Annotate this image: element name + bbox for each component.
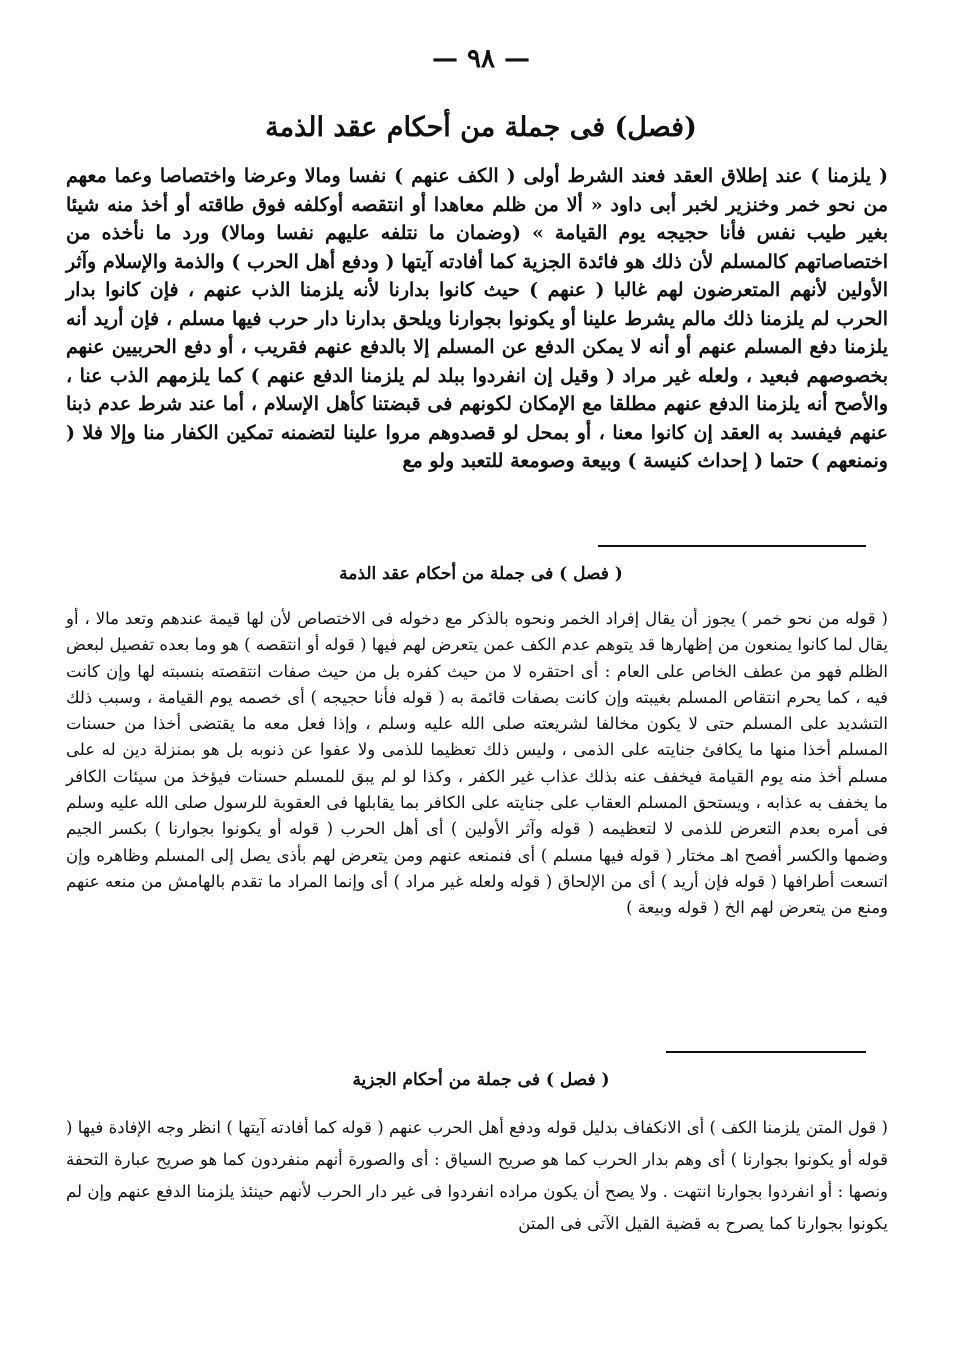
separator-rule <box>598 545 866 547</box>
commentary-paragraph-1: ( قوله من نحو خمر ) يجوز أن يقال إفراد الخمر ونحوه بالذكر مع دخوله فى الاختصاص لأن لها قيمة عندهم وتعد مالا ، أو يقال لما كانوا يمنعون من إظهارها قد يتوهم عدم الكف عمن يتعرض لهم فيها ( قوله أو انتقصه ) هو وما بعده تفصيل لبعض الظلم فهو من عطف الخاص على العام : أى احتقره لا من حيث كفره بل من حيث صفات انتقصته بنسبته لها وإن كانت فيه ، كما يحرم انتقاص المسلم بغيبته وإن كانت بصفات قائمة به ( قوله فأنا حجيجه ) أى خصمه يوم القيامة ، وسبب ذلك التشديد على المسلم حتى لا يكون مخالفا لشريعته صلى الله عليه وسلم ، وإذا فعل معه ما يقتضى أخذا من حسنات المسلم أخذا منها ما يكافئ جنايته على الذمى ، وليس ذلك تعظيما للذمى ولا عفوا عن ذنوبه بل هو بمنزلة دين له على مسلم أخذ منه يوم القيامة فيخفف عنه بذلك عذاب غير الكفر ، وكذا لو لم يبق للمسلم حسنات فيؤخذ من سيئات الكافر ما يخفف به عذابه ، ويستحق المسلم العقاب على جنايته على الكافر بما يقابلها فى العقوبة للرسول صلى الله عليه وسلم فى أمره بعدم التعرض للذمى لا لتعظيمه ( قوله وآثر الأولين ) أى أهل الحرب ( قوله أو يكونوا بجوارنا ) بكسر الجيم وضمها والكسر أفصح اهـ مختار ( قوله فيها مسلم ) أى فنمنعه عنهم ومن يتعرض لهم بأذى يصل إلى المسلم وظاهره وإن اتسعت أطرافها ( قوله فإن أريد ) أى من الإلحاق ( قوله ولعله غير مراد ) أى وإنما المراد ما تقدم بالهامش من منعه عنهم ومنع من يتعرض لهم الخ ( قوله وبيعة ) <box>66 609 888 918</box>
commentary-heading-1: ( فصل ) فى جملة من أحكام عقد الذمة <box>339 564 623 584</box>
main-text-block <box>66 162 888 476</box>
main-title: (فصل) فى جملة من أحكام عقد الذمة <box>265 112 697 143</box>
separator-rule <box>666 1051 866 1053</box>
main-paragraph: ( يلزمنا ) عند إطلاق العقد فعند الشرط أولى ( الكف عنهم ) نفسا ومالا وعرضا واختصاصا وعما معهم من نحو خمر وخنزير لخبر أبى داود « ألا من ظلم معاهدا أو انتقصه أوكلفه فوق طاقته أو أخذ منه شيئا بغير طيب نفس فأنا حجيجه يوم القيامة » (وضمان ما نتلفه عليهم نفسا ومالا) ورد ما نأخذه من اختصاصاتهم كالمسلم لأن ذلك هو فائدة الجزية كما أفادته آيتها ( ودفع أهل الحرب ) والذمة والإسلام وآثر الأولين لأنهم المتعرضون لهم غالبا ( عنهم ) حيث كانوا بدارنا لأنه يلزمنا الذب عنهم ، فإن كانوا بدار الحرب لم يلزمنا ذلك مالم يشرط علينا أو يكونوا بجوارنا ويلحق بدارنا دار حرب فيها مسلم ، فإن أريد أنه يلزمنا دفع المسلم عنهم أو أنه لا يمكن الدفع عن المسلم إلا بالدفع عنهم فقريب ، أو دفع الحربيين عنهم بخصوصهم فبعيد ، ولعله غير مراد ( وقيل إن انفردوا ببلد لم يلزمنا الدفع عنهم ) كما يلزمهم الذب عنا ، والأصح أنه يلزمنا الدفع عنهم مطلقا مع الإمكان لكونهم فى قبضتنا كأهل الإسلام ، أما عند شرط عدم ذبنا عنهم فيفسد به العقد إن كانوا معنا ، أو بمحل لو قصدوهم مروا علينا لتضمنه تمكين الكفار منا وإلا فلا ( ونمنعهم ) حتما ( إحداث كنيسة ) وبيعة وصومعة للتعبد ولو مع <box>66 165 888 472</box>
commentary-paragraph-2: ( قول المتن يلزمنا الكف ) أى الانكفاف بدليل قوله ودفع أهل الحرب عنهم ( قوله كما أفادته آيتها ) انظر وجه الإفادة فيها ( قوله أو يكونوا بجوارنا ) أى وهم بدار الحرب كما هو صريح السياق : أى والصورة أنهم منفردون كما هو صريح عبارة التحفة ونصها : أو انفردوا بجوارنا انتهت . ولا يصح أن يكون مراده انفردوا فى غير دار الحرب لأنهم حينئذ يلزمنا الدفع عنهم وإن لم يكونوا بجوارنا كما يصرح به قضية القيل الآتى فى المتن <box>66 1118 888 1233</box>
page-number: — ٩٨ — <box>431 44 531 74</box>
commentary-block-1 <box>66 606 888 922</box>
commentary-block-2 <box>66 1112 888 1240</box>
commentary-heading-2: ( فصل ) فى جملة من أحكام الجزية <box>352 1070 610 1090</box>
